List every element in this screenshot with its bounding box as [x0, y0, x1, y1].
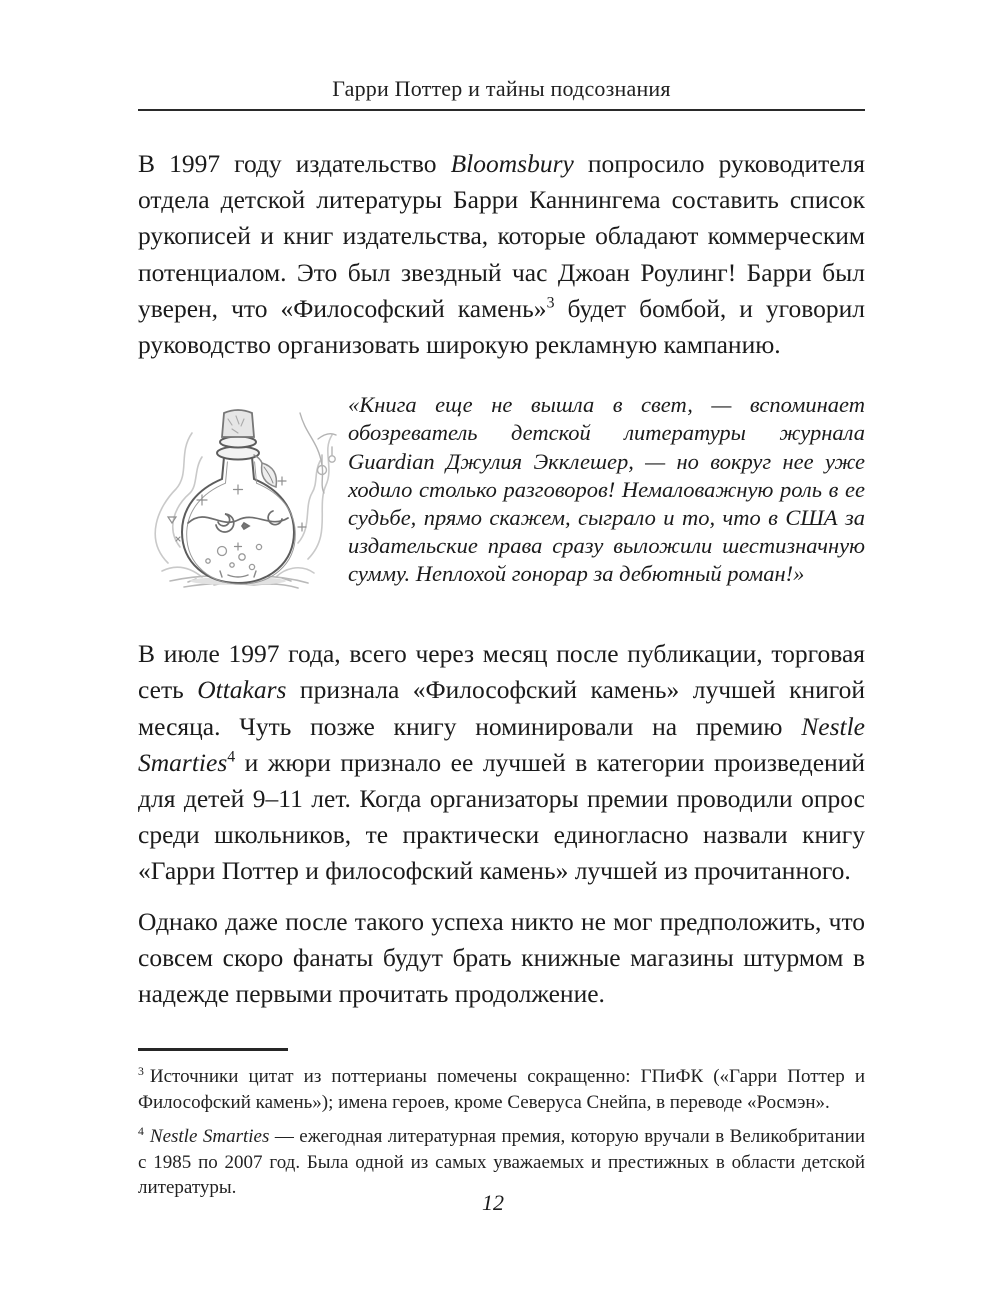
- paragraph-2: [138, 636, 865, 889]
- publisher-name: Bloomsbury: [450, 149, 574, 178]
- footnote-3: [138, 1064, 865, 1115]
- branch-ornaments: [300, 413, 336, 493]
- retailer-name: Ottakars: [197, 675, 287, 705]
- paragraph-1: [138, 146, 865, 363]
- footnote-3-reference: 3: [546, 294, 555, 312]
- page-number: 12: [482, 1190, 504, 1215]
- cork: [222, 410, 254, 437]
- paragraph-1-text-a: В 1997 году издательство: [138, 149, 451, 178]
- footnote-4-term: Nestle Smarties: [149, 1126, 270, 1147]
- footnote-4-marker: 4: [138, 1124, 144, 1138]
- paragraph-2-text-c: и жюри признало ее лучшей в категории произведений для детей 9–11 лет. Когда организаторы премии проводили опрос среди школьников, те практически единогласно назвали книгу «Гарри Поттер и философский камень» лучшей из прочитанного.: [138, 747, 865, 886]
- potion-bottle-illustration: [132, 395, 344, 595]
- page-content: [138, 0, 865, 1012]
- footnote-4-text: — ежегодная литературная премия, которую вручали в Великобритании с 1985 по 2007 год. Была одной из самых уважаемых и престижных в области детской литературы.: [138, 1126, 865, 1198]
- paragraph-1-text-c: будет бомбой, и уговорил руководство организовать широкую рекламную кампанию.: [138, 293, 865, 360]
- paragraph-2-text-b: признала «Философский камень» лучшей книгой месяца. Чуть позже книгу номинировали на премию: [138, 675, 865, 741]
- footnote-3-marker: 3: [138, 1064, 144, 1078]
- paragraph-3: Однако даже после такого успеха никто не мог предположить, что совсем скоро фанаты будут брать книжные магазины штурмом в надежде первыми прочитать продолжение.: [138, 906, 865, 1009]
- footnote-3-text: Источники цитат из поттерианы помечены сокращенно: ГПиФК («Гарри Поттер и Философский камень»); имена героев, кроме Северуса Снейпа, в переводе «Росмэн».: [138, 1066, 865, 1113]
- footnote-4-reference: 4: [227, 748, 236, 766]
- quote-illustration: [132, 395, 344, 600]
- paragraph-1-text-b: попросило руководителя отдела детской литературы Барри Каннингема составить список рукописей и книг издательства, которые обладают коммерческим потенциалом. Это был звездный час Джоан Роулинг! Барри был уверен, что «Философский камень»: [138, 149, 866, 323]
- quote-block: [138, 389, 865, 600]
- bottle-outline: [182, 437, 295, 585]
- pull-quote-text: «Книга еще не вышла в свет, — вспоминает обозреватель детской литературы журнала Guardian Джулия Экклешер, — но вокруг нее уже ходило столько разговоров! Немаловажную роль в ее судьбе, прямо скажем, сыграло и то, что в США за издательские права сразу выложили шестизначную сумму. Неплохой гонорар за дебютный роман!»: [348, 392, 865, 587]
- footnote-separator-rule: [138, 1048, 288, 1051]
- footnotes-section: [138, 1048, 865, 1210]
- header-rule: [138, 109, 865, 111]
- paragraph-2-text-a: В июле 1997 года, всего через месяц после публикации, торговая сеть: [138, 639, 865, 705]
- running-header-title: Гарри Поттер и тайны подсознания: [332, 76, 671, 101]
- award-name: Nestle Smarties: [138, 711, 865, 777]
